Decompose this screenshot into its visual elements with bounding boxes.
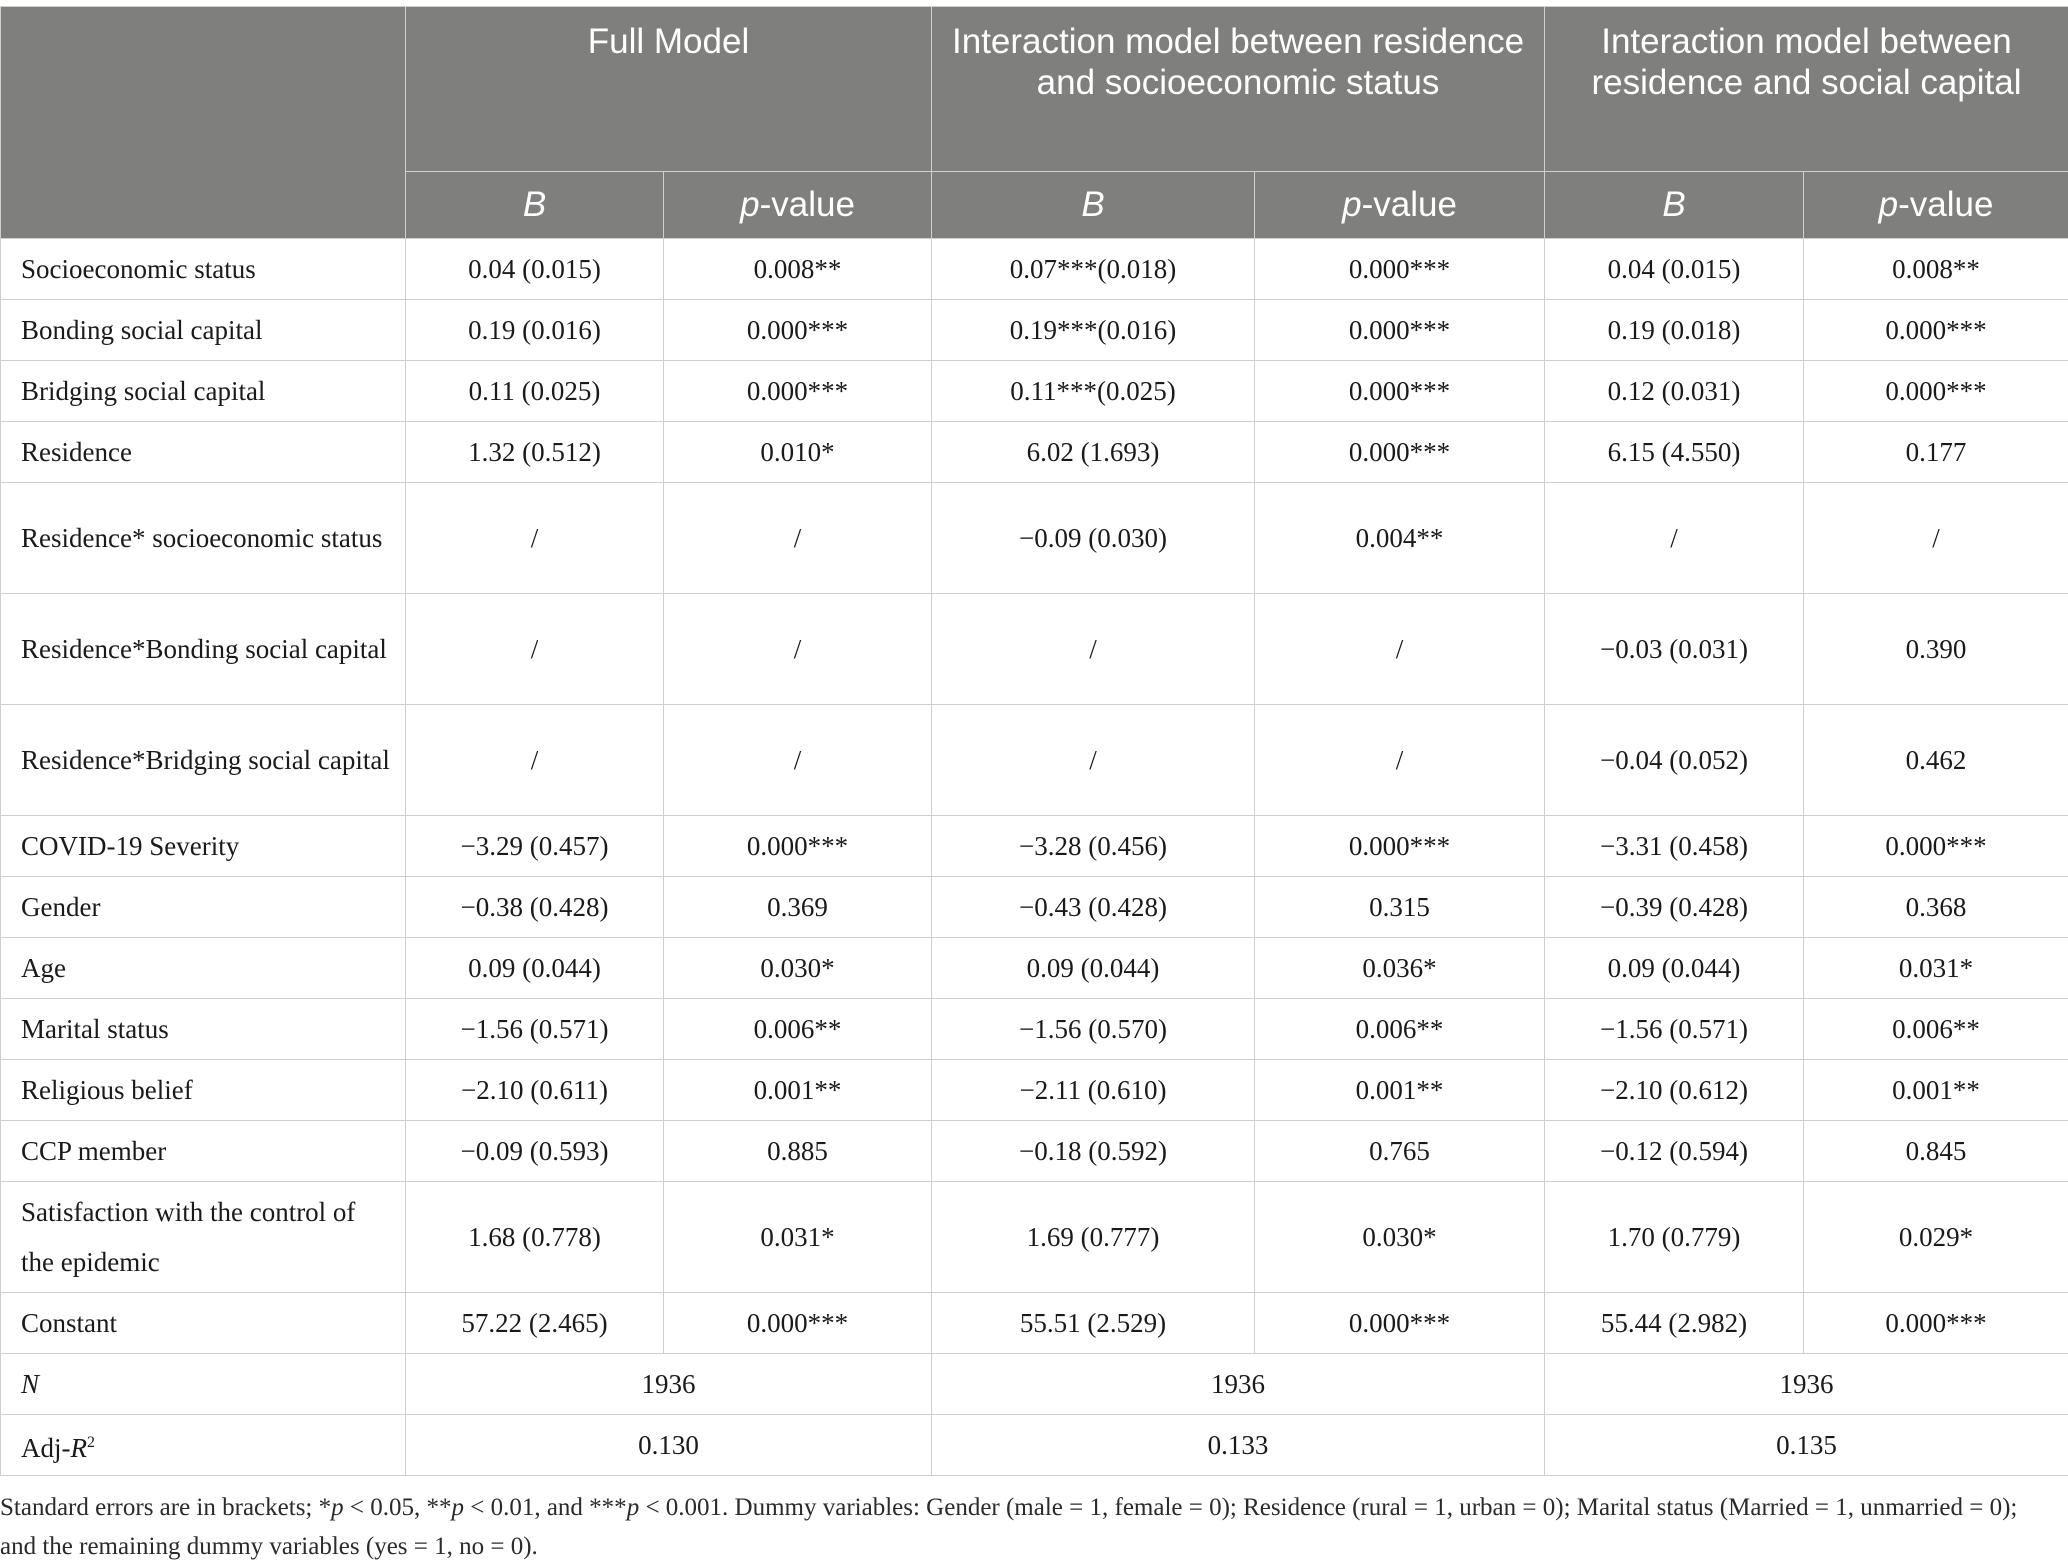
cell-value: 0.000*** [1255, 816, 1545, 877]
cell-value: 0.036* [1255, 938, 1545, 999]
table-row [1, 594, 2068, 705]
row-label: Satisfaction with the control of the epidemic [1, 1182, 406, 1293]
cell-value: / [1255, 705, 1545, 816]
cell-n-interaction-social-capital: 1936 [1545, 1354, 2068, 1415]
cell-value: −0.43 (0.428) [932, 877, 1255, 938]
cell-value: / [664, 705, 932, 816]
cell-value: 0.19 (0.018) [1545, 300, 1804, 361]
table-row [1, 999, 2068, 1060]
cell-value: 0.000*** [1804, 816, 2068, 877]
cell-value: −0.39 (0.428) [1545, 877, 1804, 938]
cell-value: −0.03 (0.031) [1545, 594, 1804, 705]
cell-value: 1.68 (0.778) [406, 1182, 664, 1293]
cell-value: / [406, 483, 664, 594]
cell-value: 0.006** [664, 999, 932, 1060]
table-row [1, 877, 2068, 938]
cell-adj-r2-interaction-social-capital: 0.135 [1545, 1415, 2068, 1476]
cell-value: −0.09 (0.593) [406, 1121, 664, 1182]
cell-value: 57.22 (2.465) [406, 1293, 664, 1354]
cell-value: 0.000*** [1804, 300, 2068, 361]
cell-value: −3.31 (0.458) [1545, 816, 1804, 877]
table-row [1, 1060, 2068, 1121]
cell-value: 55.44 (2.982) [1545, 1293, 1804, 1354]
table-row [1, 938, 2068, 999]
cell-value: 55.51 (2.529) [932, 1293, 1255, 1354]
cell-value: 0.006** [1255, 999, 1545, 1060]
row-label: Bonding social capital [1, 300, 406, 361]
cell-value: 0.000*** [664, 816, 932, 877]
cell-value: 0.369 [664, 877, 932, 938]
regression-table [0, 6, 2068, 1476]
cell-value: 0.19 (0.016) [406, 300, 664, 361]
cell-value: / [932, 705, 1255, 816]
cell-value: 0.845 [1804, 1121, 2068, 1182]
table-row [1, 816, 2068, 877]
header-empty-corner [1, 7, 406, 239]
cell-n-interaction-ses: 1936 [932, 1354, 1545, 1415]
cell-value: / [1804, 483, 2068, 594]
table-row [1, 1182, 2068, 1293]
row-label: Residence [1, 422, 406, 483]
cell-value: −0.18 (0.592) [932, 1121, 1255, 1182]
cell-value: −2.11 (0.610) [932, 1060, 1255, 1121]
cell-value: 0.030* [1255, 1182, 1545, 1293]
cell-value: 0.000*** [664, 361, 932, 422]
row-label: Residence*Bridging social capital [1, 705, 406, 816]
cell-value: 0.030* [664, 938, 932, 999]
table-header [1, 7, 2068, 239]
cell-value: −0.09 (0.030) [932, 483, 1255, 594]
cell-value: 0.368 [1804, 877, 2068, 938]
header-interaction-social-capital: Interaction model between residence and social capital [1545, 7, 2068, 172]
cell-value: −2.10 (0.611) [406, 1060, 664, 1121]
cell-value: 0.008** [664, 239, 932, 300]
cell-value: 0.000*** [1804, 361, 2068, 422]
header-b: B [1545, 172, 1804, 239]
row-label: CCP member [1, 1121, 406, 1182]
cell-value: 0.11 (0.025) [406, 361, 664, 422]
cell-value: 0.462 [1804, 705, 2068, 816]
cell-value: 0.004** [1255, 483, 1545, 594]
cell-value: / [406, 705, 664, 816]
header-b: B [932, 172, 1255, 239]
cell-value: 0.19***(0.016) [932, 300, 1255, 361]
cell-value: 0.000*** [1804, 1293, 2068, 1354]
row-label: COVID-19 Severity [1, 816, 406, 877]
cell-value: 0.029* [1804, 1182, 2068, 1293]
cell-value: −2.10 (0.612) [1545, 1060, 1804, 1121]
row-label: Gender [1, 877, 406, 938]
table-body [1, 239, 2068, 1476]
table-row-adj-r2 [1, 1415, 2068, 1476]
header-p-value: p-value [664, 172, 932, 239]
cell-value: 0.006** [1804, 999, 2068, 1060]
cell-value: 0.000*** [1255, 1293, 1545, 1354]
table-row [1, 300, 2068, 361]
cell-value: 0.031* [664, 1182, 932, 1293]
cell-value: 0.390 [1804, 594, 2068, 705]
cell-value: −1.56 (0.571) [1545, 999, 1804, 1060]
cell-value: 0.001** [1804, 1060, 2068, 1121]
table-row [1, 422, 2068, 483]
cell-value: −1.56 (0.571) [406, 999, 664, 1060]
cell-value: 0.765 [1255, 1121, 1545, 1182]
row-label: Age [1, 938, 406, 999]
cell-value: 0.010* [664, 422, 932, 483]
header-p-value: p-value [1255, 172, 1545, 239]
row-label: Socioeconomic status [1, 239, 406, 300]
cell-value: 0.04 (0.015) [406, 239, 664, 300]
cell-value: 0.315 [1255, 877, 1545, 938]
cell-value: −1.56 (0.570) [932, 999, 1255, 1060]
row-label: Constant [1, 1293, 406, 1354]
cell-value: 0.11***(0.025) [932, 361, 1255, 422]
cell-value: 0.001** [1255, 1060, 1545, 1121]
cell-value: −3.28 (0.456) [932, 816, 1255, 877]
table-row [1, 483, 2068, 594]
cell-value: 0.07***(0.018) [932, 239, 1255, 300]
cell-value: 0.000*** [1255, 239, 1545, 300]
cell-value: −0.12 (0.594) [1545, 1121, 1804, 1182]
cell-adj-r2-full-model: 0.130 [406, 1415, 932, 1476]
header-row-groups [1, 7, 2068, 172]
cell-value: 0.031* [1804, 938, 2068, 999]
header-b: B [406, 172, 664, 239]
cell-adj-r2-interaction-ses: 0.133 [932, 1415, 1545, 1476]
row-label: Residence* socioeconomic status [1, 483, 406, 594]
row-label-n: N [1, 1354, 406, 1415]
table-row [1, 1293, 2068, 1354]
cell-value: 6.02 (1.693) [932, 422, 1255, 483]
cell-value: 0.000*** [664, 300, 932, 361]
table-row [1, 361, 2068, 422]
cell-value: 0.885 [664, 1121, 932, 1182]
table-row [1, 239, 2068, 300]
cell-value: 1.70 (0.779) [1545, 1182, 1804, 1293]
cell-value: 0.001** [664, 1060, 932, 1121]
header-p-value: p-value [1804, 172, 2068, 239]
cell-value: 0.12 (0.031) [1545, 361, 1804, 422]
cell-value: 1.32 (0.512) [406, 422, 664, 483]
cell-value: −0.04 (0.052) [1545, 705, 1804, 816]
table-row [1, 705, 2068, 816]
cell-value: / [1545, 483, 1804, 594]
cell-value: 0.177 [1804, 422, 2068, 483]
cell-value: 0.008** [1804, 239, 2068, 300]
cell-value: / [1255, 594, 1545, 705]
table-row-n [1, 1354, 2068, 1415]
cell-value: −0.38 (0.428) [406, 877, 664, 938]
header-interaction-ses: Interaction model between residence and socioeconomic status [932, 7, 1545, 172]
header-full-model: Full Model [406, 7, 932, 172]
table-footnote: Standard errors are in brackets; *p < 0.05, **p < 0.01, and ***p < 0.001. Dummy variables: Gender (male = 1, female = 0); Residence (rural = 1, urban = 0); Marital status (Married = 1, unmarried = 0); and the remaining dummy variables (yes = 1, no = 0). [0, 1494, 2018, 1560]
row-label-adj-r2: Adj-$R^2$ [1, 1415, 406, 1476]
row-label: Residence*Bonding social capital [1, 594, 406, 705]
cell-value: 0.09 (0.044) [1545, 938, 1804, 999]
cell-value: 0.000*** [664, 1293, 932, 1354]
cell-value: 6.15 (4.550) [1545, 422, 1804, 483]
cell-value: 1.69 (0.777) [932, 1182, 1255, 1293]
table-row [1, 1121, 2068, 1182]
row-label: Marital status [1, 999, 406, 1060]
cell-value: / [664, 483, 932, 594]
cell-value: −3.29 (0.457) [406, 816, 664, 877]
cell-n-full-model: 1936 [406, 1354, 932, 1415]
cell-value: / [664, 594, 932, 705]
cell-value: / [406, 594, 664, 705]
cell-value: 0.04 (0.015) [1545, 239, 1804, 300]
row-label: Bridging social capital [1, 361, 406, 422]
regression-table-container [0, 6, 2068, 1476]
cell-value: 0.000*** [1255, 422, 1545, 483]
cell-value: 0.000*** [1255, 361, 1545, 422]
cell-value: 0.000*** [1255, 300, 1545, 361]
cell-value: 0.09 (0.044) [932, 938, 1255, 999]
cell-value: / [932, 594, 1255, 705]
row-label: Religious belief [1, 1060, 406, 1121]
cell-value: 0.09 (0.044) [406, 938, 664, 999]
